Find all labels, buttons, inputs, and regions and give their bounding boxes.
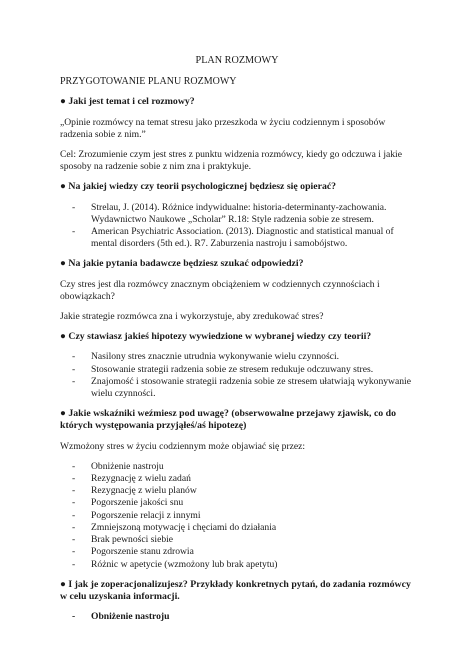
document-subtitle: PRZYGOTOWANIE PLANU ROZMOWY: [60, 76, 237, 88]
indicators-list: [60, 461, 414, 571]
question-operationalization: ● I jak je zoperacjonalizujesz? Przykłady konkretnych pytań, do zadania rozmówcy w celu uzyskania informacji.: [60, 578, 411, 602]
question-hypotheses: ● Czy stawiasz jakieś hipotezy wywiedzione w wybranej wiedzy czy teorii?: [60, 331, 372, 343]
indicator-item: - Zmniejszoną motywację i chęciami do działania: [91, 522, 414, 534]
indicator-item: - Pogorszenie stanu zdrowia: [91, 546, 414, 558]
question-research: ● Na jakie pytania badawcze będziesz szukać odpowiedzi?: [60, 258, 304, 270]
reference-list: [60, 202, 414, 251]
indicator-item: - Pogorszenie jakości snu: [91, 497, 414, 509]
question-theory: ● Na jakiej wiedzy czy teorii psychologicznej będziesz się opierać?: [60, 181, 337, 193]
indicator-item: - Brak pewności siebie: [91, 534, 414, 546]
reference-item: - Strelau, J. (2014). Różnice indywidualne: historia-determinanty-zachowania. Wydawnictwo Naukowe „Scholar” R.18: Style radzenia sobie ze stresem.: [91, 202, 414, 226]
question-indicators: ● Jakie wskaźniki weźmiesz pod uwagę? (obserwowalne przejawy zjawisk, co do których występowania przyjąłeś/aś hipotezę): [60, 408, 396, 432]
indicator-item: - Rezygnację z wielu planów: [91, 485, 414, 497]
indicator-item: - Obniżenie nastroju: [91, 461, 414, 473]
question-topic-goal: ● Jaki jest temat i cel rozmowy?: [60, 96, 195, 108]
paragraph-research-question: Jakie strategie rozmówca zna i wykorzystuje, aby zredukować stres?: [60, 311, 324, 323]
paragraph-topic: „Opinie rozmówcy na temat stresu jako przeszkoda w życiu codziennym i sposobów radzenia sobie z nim.”: [60, 116, 386, 140]
document-title: PLAN ROZMOWY: [195, 55, 279, 66]
reference-item: - American Psychiatric Association. (2013). Diagnostic and statistical manual of mental disorders (5th ed.). R7. Zaburzenia nastroju i samobójstwo.: [91, 226, 414, 250]
operationalization-item: - Obniżenie nastroju: [60, 611, 414, 623]
hypothesis-item: - Nasilony stres znacznie utrudnia wykonywanie wielu czynności.: [91, 351, 414, 363]
indicator-item: - Pogorszenie relacji z innymi: [91, 510, 414, 522]
paragraph-indicators-intro: Wzmożony stres w życiu codziennym może objawiać się przez:: [60, 440, 306, 452]
hypothesis-item: - Znajomość i stosowanie strategii radzenia sobie ze stresem ułatwiają wykonywanie wielu czynności.: [91, 376, 414, 400]
indicator-item: - Rezygnację z wielu zadań: [91, 473, 414, 485]
hypothesis-item: - Stosowanie strategii radzenia sobie ze stresem redukuje odczuwany stres.: [91, 364, 414, 376]
hypotheses-list: [60, 351, 414, 400]
paragraph-research-question: Czy stres jest dla rozmówcy znacznym obciążeniem w codziennych czynnościach i obowiązkach?: [60, 278, 380, 302]
indicator-item: - Różnic w apetycie (wzmożony lub brak apetytu): [91, 559, 414, 571]
paragraph-goal: Cel: Zrozumienie czym jest stres z punktu widzenia rozmówcy, kiedy go odczuwa i jakie sposoby na radzenie sobie z nim zna i praktykuje.: [60, 149, 402, 173]
